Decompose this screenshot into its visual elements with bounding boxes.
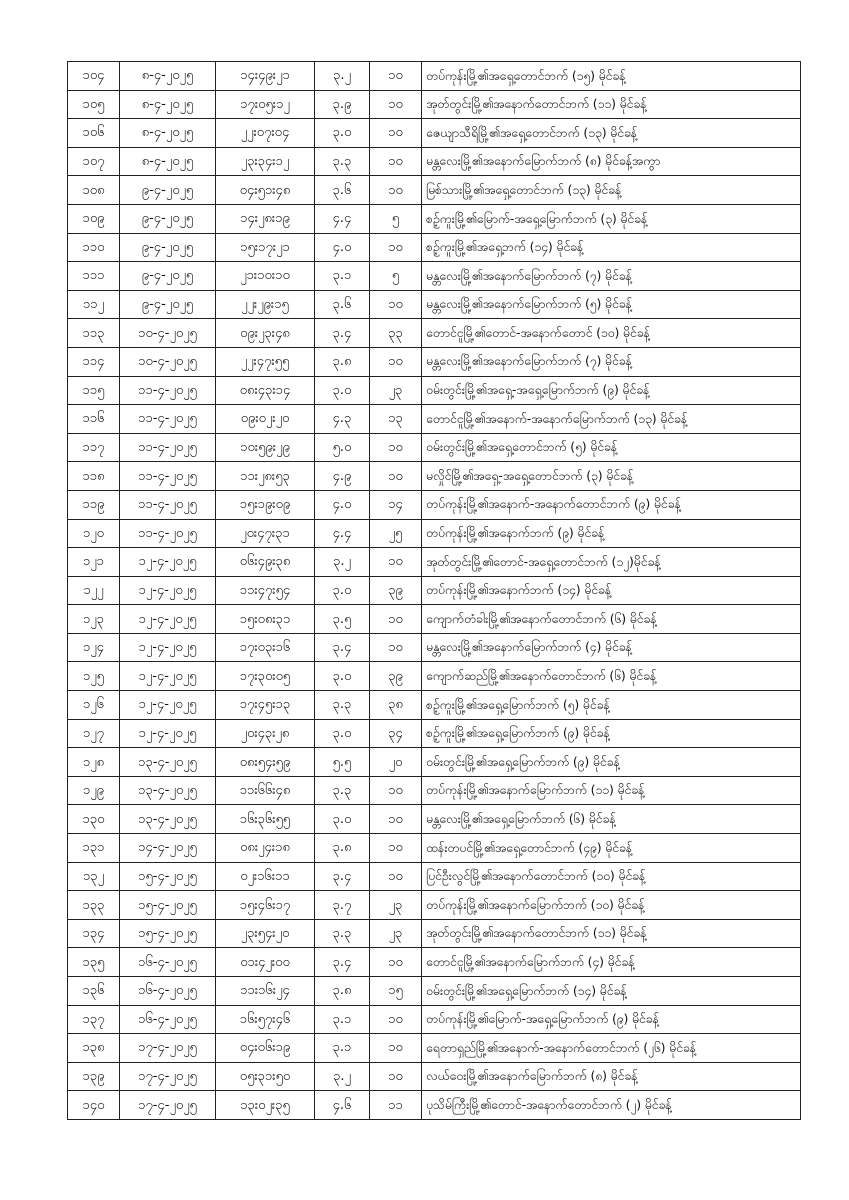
cell-magnitude: ၃.၀ xyxy=(315,719,370,748)
cell-date: ၁၂-၄-၂၀၂၅ xyxy=(120,548,216,577)
cell-magnitude: ၃.၀ xyxy=(315,662,370,691)
cell-time: ၀၈း၂၄း၁၈ xyxy=(216,834,315,863)
cell-magnitude: ၃.၈ xyxy=(315,977,370,1006)
cell-time: ၁၁း၂၈း၅၃ xyxy=(216,462,315,491)
cell-magnitude: ၃.၄ xyxy=(315,862,370,891)
cell-time: ၂၂း၀၇း၀၄ xyxy=(216,119,315,148)
cell-depth: ၅ xyxy=(370,204,422,233)
cell-number: ၁၁၀ xyxy=(68,233,120,262)
table-row xyxy=(68,319,801,348)
cell-number: ၁၁၃ xyxy=(68,319,120,348)
cell-time: ၁၄း၂၈း၁၉ xyxy=(216,204,315,233)
table-row xyxy=(68,719,801,748)
cell-magnitude: ၄.၀ xyxy=(315,490,370,519)
cell-depth: ၁၀ xyxy=(370,176,422,205)
cell-magnitude: ၄.၄ xyxy=(315,519,370,548)
cell-magnitude: ၄.၉ xyxy=(315,462,370,491)
table-row xyxy=(68,691,801,720)
cell-location: တောင်ငူမြို့၏တောင်-အနောက်တောင် (၁၀) မိုင်ခန့် xyxy=(422,319,801,348)
cell-time: ၁၁း၆၆း၄၈ xyxy=(216,776,315,805)
cell-magnitude: ၃.၁ xyxy=(315,1005,370,1034)
cell-location: မလှိုင်မြို့၏အရှေ့-အရှေ့တောင်ဘက် (၃) မိုင်ခန့် xyxy=(422,462,801,491)
cell-number: ၁၃၇ xyxy=(68,1005,120,1034)
cell-number: ၁၃၈ xyxy=(68,1034,120,1063)
cell-date: ၁၃-၄-၂၀၂၅ xyxy=(120,776,216,805)
cell-number: ၁၃၀ xyxy=(68,805,120,834)
cell-location: မြစ်သားမြို့၏အရှေ့တောင်ဘက် (၁၃) မိုင်ခန့် xyxy=(422,176,801,205)
cell-date: ၉-၄-၂၀၂၅ xyxy=(120,290,216,319)
cell-date: ၁၂-၄-၂၀၂၅ xyxy=(120,719,216,748)
cell-number: ၁၃၉ xyxy=(68,1062,120,1091)
cell-magnitude: ၃.၃ xyxy=(315,691,370,720)
cell-time: ၀၂း၁၆း၁၁ xyxy=(216,862,315,891)
table-row xyxy=(68,862,801,891)
table-row xyxy=(68,891,801,920)
cell-depth: ၁၀ xyxy=(370,62,422,91)
cell-number: ၁၃၅ xyxy=(68,948,120,977)
cell-number: ၁၂၁ xyxy=(68,548,120,577)
cell-magnitude: ၃.၅ xyxy=(315,605,370,634)
cell-time: ၁၅း၀၈း၃၁ xyxy=(216,605,315,634)
cell-date: ၉-၄-၂၀၂၅ xyxy=(120,233,216,262)
cell-location: တပ်ကုန်းမြို့၏မြောက်-အရှေ့မြောက်ဘက် (၉) မိုင်ခန့် xyxy=(422,1005,801,1034)
cell-date: ၁၅-၄-၂၀၂၅ xyxy=(120,891,216,920)
cell-date: ၈-၄-၂၀၂၅ xyxy=(120,62,216,91)
cell-location: တပ်ကုန်းမြို့၏အနောက်မြောက်ဘက် (၁၀) မိုင်ခန့် xyxy=(422,891,801,920)
cell-location: စဥ့်ကူးမြို့၏အရှေ့မြောက်ဘက် (၉) မိုင်ခန့် xyxy=(422,719,801,748)
cell-location: ပုသိမ်ကြီးမြို့၏တောင်-အနောက်တောင်ဘက် (၂) မိုင်ခန့် xyxy=(422,1091,801,1120)
cell-number: ၁၂၆ xyxy=(68,691,120,720)
cell-depth: ၂၃ xyxy=(370,919,422,948)
table-row xyxy=(68,147,801,176)
cell-date: ၁၂-၄-၂၀၂၅ xyxy=(120,633,216,662)
cell-date: ၁၂-၄-၂၀၂၅ xyxy=(120,662,216,691)
cell-depth: ၃၈ xyxy=(370,691,422,720)
table-row xyxy=(68,834,801,863)
cell-time: ၁၆း၃၆း၅၅ xyxy=(216,805,315,834)
cell-magnitude: ၃.၀ xyxy=(315,576,370,605)
table-row xyxy=(68,748,801,777)
cell-date: ၁၅-၄-၂၀၂၅ xyxy=(120,919,216,948)
cell-number: ၁၀၇ xyxy=(68,147,120,176)
cell-time: ၁၇း၀၃း၁၆ xyxy=(216,633,315,662)
table-row xyxy=(68,1091,801,1120)
table-row xyxy=(68,433,801,462)
cell-time: ၁၇း၃၀း၀၅ xyxy=(216,662,315,691)
table-row xyxy=(68,262,801,291)
cell-depth: ၃၉ xyxy=(370,576,422,605)
cell-number: ၁၀၄ xyxy=(68,62,120,91)
cell-depth: ၃၃ xyxy=(370,319,422,348)
cell-location: ပြင်ဦးလွင်မြို့၏အနောက်တောင်ဘက် (၁၀) မိုင်ခန့် xyxy=(422,862,801,891)
cell-depth: ၁၀ xyxy=(370,119,422,148)
cell-date: ၁၁-၄-၂၀၂၅ xyxy=(120,462,216,491)
cell-date: ၁၆-၄-၂၀၂၅ xyxy=(120,1005,216,1034)
cell-magnitude: ၄.၆ xyxy=(315,1091,370,1120)
cell-location: စဥ့်ကူးမြို့၏မြောက်-အရှေ့မြောက်ဘက် (၃) မိုင်ခန့် xyxy=(422,204,801,233)
cell-depth: ၁၀ xyxy=(370,347,422,376)
cell-date: ၈-၄-၂၀၂၅ xyxy=(120,119,216,148)
earthquake-table xyxy=(67,61,801,1120)
cell-time: ၀၈း၅၄း၅၉ xyxy=(216,748,315,777)
cell-depth: ၁၀ xyxy=(370,548,422,577)
table-row xyxy=(68,119,801,148)
cell-magnitude: ၃.၉ xyxy=(315,90,370,119)
cell-location: ထန်းတပင်မြို့၏အရှေ့တောင်ဘက် (၄၉) မိုင်ခန့် xyxy=(422,834,801,863)
table-row xyxy=(68,548,801,577)
cell-depth: ၂၀ xyxy=(370,748,422,777)
cell-date: ၁၂-၄-၂၀၂၅ xyxy=(120,605,216,634)
cell-magnitude: ၃.၄ xyxy=(315,633,370,662)
cell-number: ၁၁၈ xyxy=(68,462,120,491)
cell-magnitude: ၃.၂ xyxy=(315,62,370,91)
cell-magnitude: ၃.၆ xyxy=(315,290,370,319)
cell-number: ၁၂၇ xyxy=(68,719,120,748)
cell-depth: ၁၀ xyxy=(370,605,422,634)
cell-date: ၁၄-၄-၂၀၂၅ xyxy=(120,834,216,863)
cell-number: ၁၁၂ xyxy=(68,290,120,319)
cell-time: ၁၀း၅၉း၂၉ xyxy=(216,433,315,462)
cell-date: ၁၀-၄-၂၀၂၅ xyxy=(120,319,216,348)
cell-number: ၁၃၆ xyxy=(68,977,120,1006)
cell-location: အုတ်တွင်းမြို့၏အနောက်တောင်ဘက် (၁၁) မိုင်ခန့် xyxy=(422,90,801,119)
cell-number: ၁၀၉ xyxy=(68,204,120,233)
cell-location: မန္တလေးမြို့၏အနောက်မြောက်ဘက် (၅) မိုင်ခန့် xyxy=(422,290,801,319)
table-row xyxy=(68,576,801,605)
cell-time: ၁၁း၁၆း၂၄ xyxy=(216,977,315,1006)
cell-location: ဝမ်းတွင်းမြို့၏အရှေ့-အရှေ့မြောက်ဘက် (၉) မိုင်ခန့် xyxy=(422,376,801,405)
cell-magnitude: ၄.၀ xyxy=(315,233,370,262)
table-row xyxy=(68,376,801,405)
cell-depth: ၁၀ xyxy=(370,462,422,491)
cell-location: တောင်ငူမြို့၏အနောက်-အနောက်မြောက်ဘက် (၁၃) မိုင်ခန့် xyxy=(422,405,801,434)
table-row xyxy=(68,977,801,1006)
cell-date: ၁၁-၄-၂၀၂၅ xyxy=(120,519,216,548)
cell-date: ၁၃-၄-၂၀၂၅ xyxy=(120,805,216,834)
cell-time: ၁၅း၁၉း၀၉ xyxy=(216,490,315,519)
cell-date: ၁၁-၄-၂၀၂၅ xyxy=(120,433,216,462)
cell-time: ၂၀း၄၇း၃၁ xyxy=(216,519,315,548)
cell-number: ၁၃၁ xyxy=(68,834,120,863)
cell-magnitude: ၃.၃ xyxy=(315,147,370,176)
cell-depth: ၁၀ xyxy=(370,1034,422,1063)
cell-date: ၁၆-၄-၂၀၂၅ xyxy=(120,977,216,1006)
cell-depth: ၁၀ xyxy=(370,90,422,119)
cell-time: ၁၃း၀၂း၃၅ xyxy=(216,1091,315,1120)
cell-number: ၁၁၉ xyxy=(68,490,120,519)
table-row xyxy=(68,462,801,491)
cell-date: ၁၂-၄-၂၀၂၅ xyxy=(120,691,216,720)
cell-time: ၁၇း၄၅း၁၃ xyxy=(216,691,315,720)
cell-time: ၁၅း၁၇း၂၁ xyxy=(216,233,315,262)
table-row xyxy=(68,662,801,691)
table-row xyxy=(68,62,801,91)
table-row xyxy=(68,919,801,948)
cell-date: ၁၇-၄-၂၀၂၅ xyxy=(120,1062,216,1091)
cell-date: ၁၁-၄-၂၀၂၅ xyxy=(120,405,216,434)
cell-depth: ၁၀ xyxy=(370,633,422,662)
table-row xyxy=(68,776,801,805)
cell-number: ၁၂၃ xyxy=(68,605,120,634)
cell-magnitude: ၃.၀ xyxy=(315,805,370,834)
table-row xyxy=(68,633,801,662)
table-row xyxy=(68,805,801,834)
cell-depth: ၁၀ xyxy=(370,862,422,891)
cell-magnitude: ၅.၅ xyxy=(315,748,370,777)
cell-date: ၁၁-၄-၂၀၂၅ xyxy=(120,376,216,405)
cell-depth: ၁၃ xyxy=(370,405,422,434)
cell-number: ၁၁၄ xyxy=(68,347,120,376)
cell-number: ၁၁၅ xyxy=(68,376,120,405)
cell-date: ၉-၄-၂၀၂၅ xyxy=(120,176,216,205)
cell-magnitude: ၃.၂ xyxy=(315,1062,370,1091)
cell-location: ရေတာရှည်မြို့၏အနောက်-အနောက်တောင်ဘက် (၂၆) မိုင်ခန့် xyxy=(422,1034,801,1063)
cell-time: ၀၅း၃၁း၅၀ xyxy=(216,1062,315,1091)
cell-location: စဥ့်ကူးမြို့၏အရှေ့မြောက်ဘက် (၅) မိုင်ခန့် xyxy=(422,691,801,720)
cell-depth: ၁၀ xyxy=(370,233,422,262)
cell-location: တပ်ကုန်းမြို့၏အနောက်ဘက် (၁၄) မိုင်ခန့် xyxy=(422,576,801,605)
cell-depth: ၁၀ xyxy=(370,776,422,805)
cell-magnitude: ၃.၀ xyxy=(315,119,370,148)
cell-time: ၀၄း၅၁း၄၈ xyxy=(216,176,315,205)
cell-time: ၀၈း၄၃း၁၄ xyxy=(216,376,315,405)
cell-time: ၁၅း၄၆း၁၇ xyxy=(216,891,315,920)
cell-time: ၁၄း၄၉း၂၁ xyxy=(216,62,315,91)
cell-date: ၈-၄-၂၀၂၅ xyxy=(120,147,216,176)
cell-time: ၀၉း၀၂း၂၀ xyxy=(216,405,315,434)
cell-time: ၂၂း၄၇း၅၅ xyxy=(216,347,315,376)
cell-number: ၁၁၇ xyxy=(68,433,120,462)
cell-location: တောင်ငူမြို့၏အနောက်မြောက်ဘက် (၄) မိုင်ခန့် xyxy=(422,948,801,977)
cell-date: ၉-၄-၂၀၂၅ xyxy=(120,204,216,233)
cell-location: ဝမ်းတွင်းမြို့၏အရှေ့မြောက်ဘက် (၉) မိုင်ခန့် xyxy=(422,748,801,777)
cell-time: ၂၁း၁၀း၁၀ xyxy=(216,262,315,291)
cell-location: ကျောက်တံခါးမြို့၏အနောက်တောင်ဘက် (၆) မိုင်ခန့် xyxy=(422,605,801,634)
cell-location: ဝမ်းတွင်းမြို့၏အရှေ့မြောက်ဘက် (၁၄) မိုင်ခန့် xyxy=(422,977,801,1006)
cell-time: ၀၆း၄၉း၃၈ xyxy=(216,548,315,577)
cell-depth: ၂၃ xyxy=(370,376,422,405)
cell-depth: ၁၄ xyxy=(370,490,422,519)
cell-date: ၉-၄-၂၀၂၅ xyxy=(120,262,216,291)
cell-location: တပ်ကုန်းမြို့၏အရှေ့တောင်ဘက် (၁၅) မိုင်ခန့် xyxy=(422,62,801,91)
earthquake-record-page xyxy=(67,61,800,1120)
cell-number: ၁၂၅ xyxy=(68,662,120,691)
cell-date: ၁၆-၄-၂၀၂၅ xyxy=(120,948,216,977)
cell-depth: ၂၃ xyxy=(370,891,422,920)
table-row xyxy=(68,90,801,119)
cell-location: တပ်ကုန်းမြို့၏အနောက်မြောက်ဘက် (၁၁) မိုင်ခန့် xyxy=(422,776,801,805)
cell-number: ၁၃၂ xyxy=(68,862,120,891)
cell-location: အုတ်တွင်းမြို့၏အနောက်တောင်ဘက် (၁၁) မိုင်ခန့် xyxy=(422,919,801,948)
cell-number: ၁၂၄ xyxy=(68,633,120,662)
cell-number: ၁၂၈ xyxy=(68,748,120,777)
cell-time: ၂၂း၂၉း၁၅ xyxy=(216,290,315,319)
cell-magnitude: ၃.၀ xyxy=(315,376,370,405)
cell-number: ၁၂၂ xyxy=(68,576,120,605)
table-row xyxy=(68,233,801,262)
cell-number: ၁၂၉ xyxy=(68,776,120,805)
cell-magnitude: ၃.၄ xyxy=(315,319,370,348)
cell-number: ၁၀၈ xyxy=(68,176,120,205)
cell-date: ၁၂-၄-၂၀၂၅ xyxy=(120,576,216,605)
cell-depth: ၁၀ xyxy=(370,290,422,319)
cell-magnitude: ၃.၁ xyxy=(315,262,370,291)
table-row xyxy=(68,405,801,434)
cell-location: စဥ့်ကူးမြို့၏အရှေ့ဘက် (၁၄) မိုင်ခန့် xyxy=(422,233,801,262)
cell-location: လယ်ဝေးမြို့၏အနောက်မြောက်ဘက် (၈) မိုင်ခန့် xyxy=(422,1062,801,1091)
cell-depth: ၂၅ xyxy=(370,519,422,548)
cell-location: မန္တလေးမြို့၏အနောက်မြောက်ဘက် (၈) မိုင်ခန့်အကွာ xyxy=(422,147,801,176)
cell-magnitude: ၃.၁ xyxy=(315,1034,370,1063)
table-row xyxy=(68,605,801,634)
cell-number: ၁၃၄ xyxy=(68,919,120,948)
cell-location: တပ်ကုန်းမြို့၏အနောက်ဘက် (၉) မိုင်ခန့် xyxy=(422,519,801,548)
table-row xyxy=(68,1005,801,1034)
cell-date: ၁၇-၄-၂၀၂၅ xyxy=(120,1034,216,1063)
cell-time: ၂၀း၄၃း၂၈ xyxy=(216,719,315,748)
cell-depth: ၁၅ xyxy=(370,977,422,1006)
cell-depth: ၁၀ xyxy=(370,147,422,176)
cell-time: ၂၃း၅၄း၂၀ xyxy=(216,919,315,948)
cell-magnitude: ၃.၄ xyxy=(315,948,370,977)
cell-depth: ၁၁ xyxy=(370,1091,422,1120)
cell-time: ၁၁း၄၇း၅၄ xyxy=(216,576,315,605)
cell-date: ၁၇-၄-၂၀၂၅ xyxy=(120,1091,216,1120)
cell-magnitude: ၃.၈ xyxy=(315,347,370,376)
cell-location: အုတ်တွင်းမြို့၏တောင်-အရှေ့တောင်ဘက် (၁၂)မိုင်ခန့် xyxy=(422,548,801,577)
cell-location: မန္တလေးမြို့၏အနောက်မြောက်ဘက် (၇) မိုင်ခန့် xyxy=(422,347,801,376)
cell-magnitude: ၃.၃ xyxy=(315,919,370,948)
table-row xyxy=(68,490,801,519)
cell-number: ၁၀၆ xyxy=(68,119,120,148)
cell-depth: ၁၀ xyxy=(370,834,422,863)
cell-number: ၁၂၀ xyxy=(68,519,120,548)
cell-magnitude: ၃.၈ xyxy=(315,834,370,863)
cell-number: ၁၀၅ xyxy=(68,90,120,119)
cell-time: ၀၉း၂၃း၄၈ xyxy=(216,319,315,348)
table-row xyxy=(68,519,801,548)
cell-depth: ၁၀ xyxy=(370,805,422,834)
cell-location: တပ်ကုန်းမြို့၏အနောက်-အနောက်တောင်ဘက် (၉) မိုင်ခန့် xyxy=(422,490,801,519)
cell-time: ၀၁း၄၂း၀၀ xyxy=(216,948,315,977)
earthquake-table-body xyxy=(68,62,801,1120)
cell-depth: ၁၀ xyxy=(370,1062,422,1091)
cell-number: ၁၃၃ xyxy=(68,891,120,920)
cell-location: မန္တလေးမြို့၏အရှေ့မြောက်ဘက် (၆) မိုင်ခန့် xyxy=(422,805,801,834)
cell-magnitude: ၃.၂ xyxy=(315,548,370,577)
cell-magnitude: ၄.၃ xyxy=(315,405,370,434)
cell-date: ၁၅-၄-၂၀၂၅ xyxy=(120,862,216,891)
cell-time: ၁၆း၅၇း၄၆ xyxy=(216,1005,315,1034)
cell-number: ၁၁၆ xyxy=(68,405,120,434)
cell-depth: ၃၉ xyxy=(370,662,422,691)
cell-depth: ၁၀ xyxy=(370,1005,422,1034)
cell-number: ၁၁၁ xyxy=(68,262,120,291)
cell-magnitude: ၃.၆ xyxy=(315,176,370,205)
cell-depth: ၁၀ xyxy=(370,433,422,462)
cell-depth: ၁၀ xyxy=(370,948,422,977)
cell-magnitude: ၃.၃ xyxy=(315,776,370,805)
table-row xyxy=(68,1062,801,1091)
table-row xyxy=(68,347,801,376)
cell-date: ၁၀-၄-၂၀၂၅ xyxy=(120,347,216,376)
cell-depth: ၅ xyxy=(370,262,422,291)
cell-depth: ၃၄ xyxy=(370,719,422,748)
cell-location: ကျောက်ဆည်မြို့၏အနောက်တောင်ဘက် (၆) မိုင်ခန့် xyxy=(422,662,801,691)
cell-time: ၁၇း၀၅း၁၂ xyxy=(216,90,315,119)
cell-number: ၁၄၀ xyxy=(68,1091,120,1120)
table-row xyxy=(68,176,801,205)
table-row xyxy=(68,1034,801,1063)
cell-time: ၂၃း၃၄း၁၂ xyxy=(216,147,315,176)
cell-location: ဇေယျာသီရိမြို့၏အရှေ့တောင်ဘက် (၁၃) မိုင်ခန့် xyxy=(422,119,801,148)
cell-time: ၀၄း၀၆း၁၉ xyxy=(216,1034,315,1063)
cell-date: ၈-၄-၂၀၂၅ xyxy=(120,90,216,119)
table-row xyxy=(68,290,801,319)
cell-magnitude: ၅.၀ xyxy=(315,433,370,462)
cell-magnitude: ၄.၄ xyxy=(315,204,370,233)
table-row xyxy=(68,948,801,977)
cell-location: မန္တလေးမြို့၏အနောက်မြောက်ဘက် (၇) မိုင်ခန့် xyxy=(422,262,801,291)
cell-magnitude: ၃.၇ xyxy=(315,891,370,920)
cell-date: ၁၁-၄-၂၀၂၅ xyxy=(120,490,216,519)
table-row xyxy=(68,204,801,233)
cell-location: ဝမ်းတွင်းမြို့၏အရှေ့တောင်ဘက် (၅) မိုင်ခန့် xyxy=(422,433,801,462)
cell-location: မန္တလေးမြို့၏အနောက်မြောက်ဘက် (၄) မိုင်ခန့် xyxy=(422,633,801,662)
cell-date: ၁၃-၄-၂၀၂၅ xyxy=(120,748,216,777)
